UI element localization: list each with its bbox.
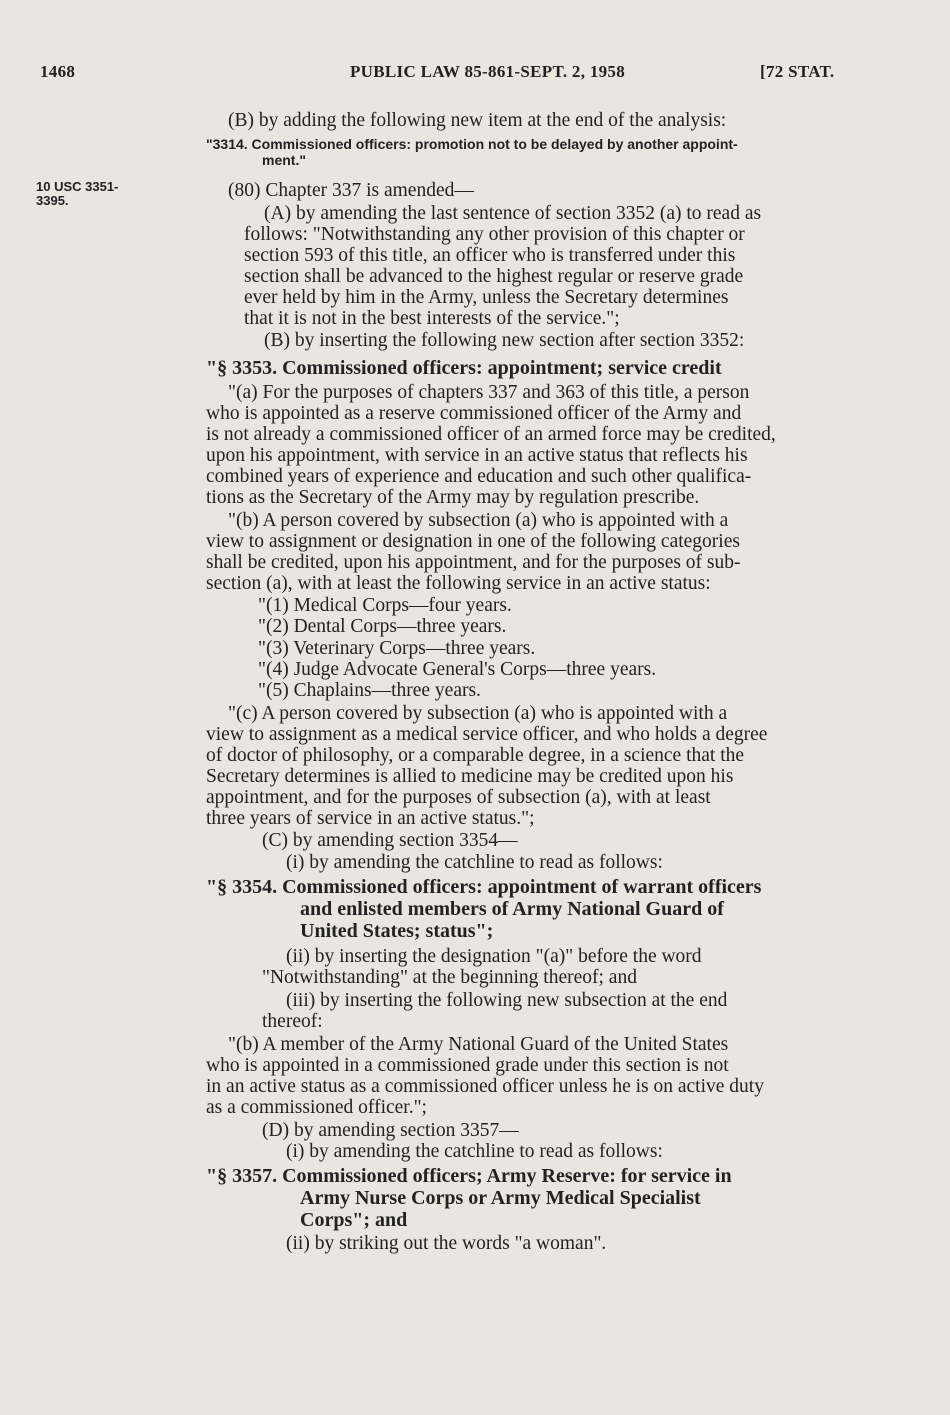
text-line: three years of service in an active status.";: [206, 808, 535, 829]
section-heading: "§ 3353. Commissioned officers: appointment; service credit: [206, 357, 722, 379]
text-line: (iii) by inserting the following new subsection at the end: [286, 990, 728, 1011]
list-item: "(1) Medical Corps—four years.: [258, 595, 512, 616]
page-number: 1468: [40, 62, 76, 81]
text-line: "(c) A person covered by subsection (a) who is appointed with a: [228, 703, 728, 724]
list-item: "(2) Dental Corps—three years.: [258, 616, 507, 637]
text-line: ever held by him in the Army, unless the Secretary determines: [244, 287, 729, 308]
text-line: who is appointed as a reserve commissioned officer of the Army and: [206, 403, 742, 424]
page-title: PUBLIC LAW 85-861-SEPT. 2, 1958: [350, 62, 626, 81]
section-heading: Corps"; and: [300, 1209, 408, 1231]
text-line: section 593 of this title, an officer who is transferred under this: [244, 245, 736, 266]
text-line: who is appointed in a commissioned grade under this section is not: [206, 1055, 729, 1076]
text-line: "Notwithstanding" at the beginning thereof; and: [262, 967, 637, 988]
text-line: (C) by amending section 3354—: [262, 830, 518, 851]
text-line: in an active status as a commissioned officer unless he is on active duty: [206, 1076, 764, 1097]
text-line: view to assignment or designation in one of the following categories: [206, 531, 740, 552]
section-heading: and enlisted members of Army National Guard of: [300, 898, 724, 920]
analysis-item: ment.": [262, 152, 306, 168]
text-line: that it is not in the best interests of the service.";: [244, 308, 620, 329]
text-line: as a commissioned officer.";: [206, 1097, 427, 1118]
text-line: (i) by amending the catchline to read as follows:: [286, 1141, 663, 1162]
text-line: "(b) A person covered by subsection (a) who is appointed with a: [228, 510, 729, 531]
section-heading: "§ 3354. Commissioned officers: appointment of warrant officers: [206, 876, 762, 898]
text-line: (80) Chapter 337 is amended—: [228, 180, 474, 201]
text-line: of doctor of philosophy, or a comparable degree, in a science that the: [206, 745, 745, 766]
text-line: upon his appointment, with service in an active status that reflects his: [206, 445, 748, 466]
text-line: view to assignment as a medical service officer, and who holds a degree: [206, 724, 768, 745]
margin-note-line-2: 3395.: [36, 193, 69, 208]
text-line: (ii) by inserting the designation "(a)" before the word: [286, 946, 702, 967]
text-line: is not already a commissioned officer of an armed force may be credited,: [206, 424, 776, 445]
analysis-item: "3314. Commissioned officers: promotion not to be delayed by another appoint-: [206, 136, 738, 152]
list-item: "(4) Judge Advocate General's Corps—three years.: [258, 659, 657, 680]
text-line: "(b) A member of the Army National Guard of the United States: [228, 1034, 729, 1055]
text-line: (ii) by striking out the words "a woman".: [286, 1233, 607, 1254]
list-item: "(5) Chaplains—three years.: [258, 680, 481, 701]
text-line: tions as the Secretary of the Army may by regulation prescribe.: [206, 487, 700, 508]
section-heading: United States; status";: [300, 920, 494, 942]
text-line: (i) by amending the catchline to read as follows:: [286, 852, 663, 873]
text-line: section shall be advanced to the highest regular or reserve grade: [244, 266, 744, 287]
margin-note-line-1: 10 USC 3351-: [36, 179, 119, 194]
text-line: combined years of experience and education and such other qualifica-: [206, 466, 752, 487]
text-line: Secretary determines is allied to medicine may be credited upon his: [206, 766, 734, 787]
text-line: (A) by amending the last sentence of section 3352 (a) to read as: [264, 203, 762, 224]
text-line: (B) by adding the following new item at the end of the analysis:: [228, 110, 727, 131]
section-heading: Army Nurse Corps or Army Medical Specialist: [300, 1187, 701, 1209]
text-line: thereof:: [262, 1011, 323, 1032]
text-line: follows: "Notwithstanding any other provision of this chapter or: [244, 224, 745, 245]
text-line: (D) by amending section 3357—: [262, 1120, 519, 1141]
section-heading: "§ 3357. Commissioned officers; Army Reserve: for service in: [206, 1165, 732, 1187]
text-line: appointment, and for the purposes of subsection (a), with at least: [206, 787, 711, 808]
list-item: "(3) Veterinary Corps—three years.: [258, 638, 536, 659]
text-line: section (a), with at least the following service in an active status:: [206, 573, 711, 594]
text-line: "(a) For the purposes of chapters 337 and 363 of this title, a person: [228, 382, 750, 403]
text-line: shall be credited, upon his appointment, and for the purposes of sub-: [206, 552, 741, 573]
text-line: (B) by inserting the following new section after section 3352:: [264, 330, 745, 351]
stat-reference: [72 STAT.: [760, 62, 835, 81]
